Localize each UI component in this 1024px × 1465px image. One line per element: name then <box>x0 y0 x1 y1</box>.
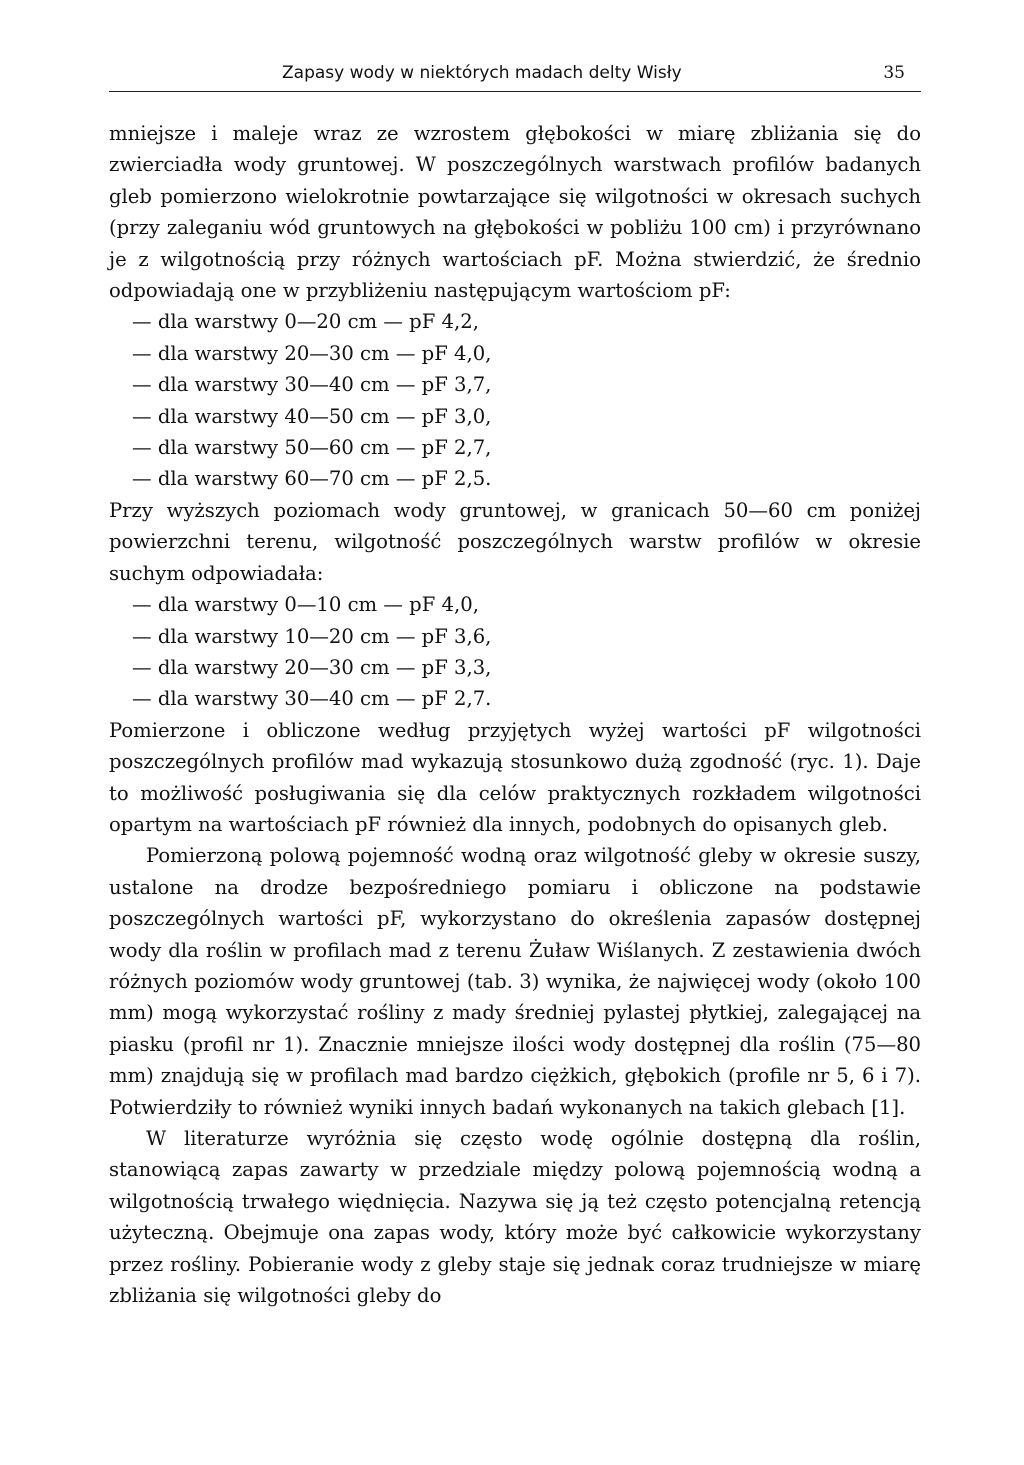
list-item: — dla warstwy 10—20 cm — pF 3,6, <box>132 624 492 648</box>
list-item: — dla warstwy 60—70 cm — pF 2,5. <box>132 467 492 491</box>
paragraph-high-groundwater: Przy wyższych poziomach wody gruntowej, w granicach 50—60 cm poniżej powierzchni terenu, wilgotność poszczególnych warstw profilów w okresie suchym odpowiadała: <box>109 498 921 585</box>
list-item: — dla warstwy 30—40 cm — pF 2,7. <box>132 687 492 711</box>
list-item: — dla warstwy 0—20 cm — pF 4,2, <box>132 310 479 334</box>
list-item: — dla warstwy 40—50 cm — pF 3,0, <box>132 404 492 428</box>
list-item: — dla warstwy 0—10 cm — pF 4,0, <box>132 593 479 617</box>
paragraph-literature: W literaturze wyróżnia się często wodę ogólnie dostępną dla roślin, stanowiącą zapas zawarty w przedziale między polową pojemnością wodną a wilgotnością trwałego więdnięcia. Nazywa się ją też często potencjalną retencją użyteczną. Obejmuje ona zapas wody, który może być całkowicie wykorzystany przez rośliny. Pobieranie wody z gleby staje się jednak coraz trudniejsze w miarę zbliżania się wilgotności gleby do <box>109 1127 921 1308</box>
paragraph-agreement: Pomierzone i obliczone według przyjętych wyżej wartości pF wilgotności poszczególnych profilów mad wykazują stosunkowo dużą zgodność (ryc. 1). Daje to możliwość posługiwania się dla celów praktycznych rozkładem wilgotności opartym na wartościach pF również dla innych, podobnych do opisanych gleb. <box>109 718 921 836</box>
list-item: — dla warstwy 50—60 cm — pF 2,7, <box>132 436 492 460</box>
running-title: Zapasy wody w niektórych madach delty Wisły <box>282 63 682 83</box>
body-text <box>109 118 921 1311</box>
page-number: 35 <box>883 63 905 83</box>
header-rule <box>109 91 921 92</box>
list-item: — dla warstwy 20—30 cm — pF 3,3, <box>132 655 492 679</box>
list-item: — dla warstwy 20—30 cm — pF 4,0, <box>132 341 492 365</box>
running-header <box>109 58 921 92</box>
paragraph-continued: mniejsze i maleje wraz ze wzrostem głębokości w miarę zbliżania się do zwierciadła wody gruntowej. W poszczególnych warstwach profilów badanych gleb pomierzono wielokrotnie powtarzające się wilgotności w okresach suchych (przy zaleganiu wód gruntowych na głębokości w pobliżu 100 cm) i przyrównano je z wilgotnością przy różnych wartościach pF. Można stwierdzić, że średnio odpowiadają one w przybliżeniu następującym wartościom pF: <box>109 122 921 303</box>
paragraph-water-reserves: Pomierzoną polową pojemność wodną oraz wilgotność gleby w okresie suszy, ustalone na drodze bezpośredniego pomiaru i obliczone na podstawie poszczególnych wartości pF, wykorzystano do określenia zapasów dostępnej wody dla roślin w profilach mad z terenu Żuław Wiślanych. Z zestawienia dwóch różnych poziomów wody gruntowej (tab. 3) wynika, że najwięcej wody (około 100 mm) mogą wykorzystać rośliny z mady średniej pylastej płytkiej, zalegającej na piasku (profil nr 1). Znacznie mniejsze ilości wody dostępnej dla roślin (75—80 mm) znajdują się w profilach mad bardzo ciężkich, głębokich (profile nr 5, 6 i 7). Potwierdziły to również wyniki innych badań wykonanych na takich glebach [1]. <box>109 844 921 1119</box>
pf-list-dry-period <box>109 306 921 494</box>
list-item: — dla warstwy 30—40 cm — pF 3,7, <box>132 373 492 397</box>
pf-list-high-groundwater <box>109 589 921 715</box>
document-page <box>109 58 921 1311</box>
